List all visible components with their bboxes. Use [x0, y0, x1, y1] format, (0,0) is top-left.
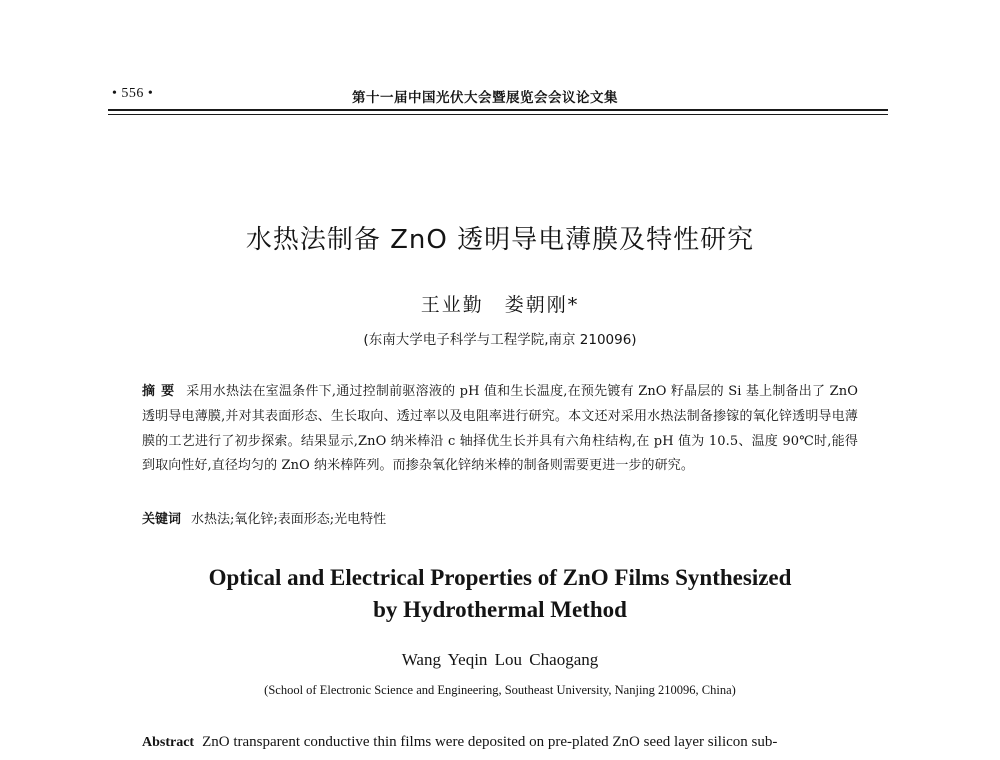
- header-rule-thick: [108, 109, 888, 111]
- page-number: • 556 •: [112, 86, 154, 101]
- abstract-text-en: ZnO transparent conductive thin films were deposited on pre-plated ZnO seed layer silicon sub-: [202, 734, 778, 750]
- authors-en: Wang Yeqin Lou Chaogang: [401, 650, 599, 669]
- keywords-label-cn: 关键词: [142, 512, 182, 527]
- abstract-text-cn: 采用水热法在室温条件下,通过控制前驱溶液的 pH 值和生长温度,在预先镀有 ZnO 籽晶层的 Si 基上制备出了 ZnO 透明导电薄膜,并对其表面形态、生长取向、透过率以及电阻率进行研究。本文还对采用水热法制备掺镓的氧化锌透明导电薄膜的工艺进行了初步探索。结果显示,ZnO 纳米棒沿 c 轴择优生长并具有六角柱结构,在 pH 值为 10.5、温度 90℃时,能得到取向性好,直径均匀的 ZnO 纳米棒阵列。而掺杂氧化锌纳米棒的制备则需要更进一步的研究。: [142, 384, 858, 474]
- paper-title-cn: 水热法制备 ZnO 透明导电薄膜及特性研究: [245, 225, 755, 255]
- paper-title-en-line2: by Hydrothermal Method: [373, 597, 627, 622]
- affiliation-cn: (东南大学电子科学与工程学院,南京 210096): [363, 332, 637, 348]
- authors-cn: 王业勤 娄朝刚*: [420, 294, 580, 316]
- abstract-en: [142, 734, 858, 751]
- abstract-label-en: Abstract: [142, 735, 195, 750]
- header-rule-thin: [108, 114, 888, 115]
- abstract-cn: [142, 380, 858, 479]
- paper-title-en-line1: Optical and Electrical Properties of ZnO Films Synthesized: [208, 565, 792, 590]
- affiliation-en: (School of Electronic Science and Engineering, Southeast University, Nanjing 210096, China): [264, 683, 736, 697]
- abstract-label-cn: 摘要: [142, 384, 181, 399]
- keywords-cn: [142, 508, 386, 527]
- keywords-text-cn: 水热法;氧化锌;表面形态;光电特性: [191, 512, 387, 527]
- running-header-title: 第十一届中国光伏大会暨展览会会议论文集: [352, 90, 618, 106]
- paper-title-en: [0, 562, 1000, 626]
